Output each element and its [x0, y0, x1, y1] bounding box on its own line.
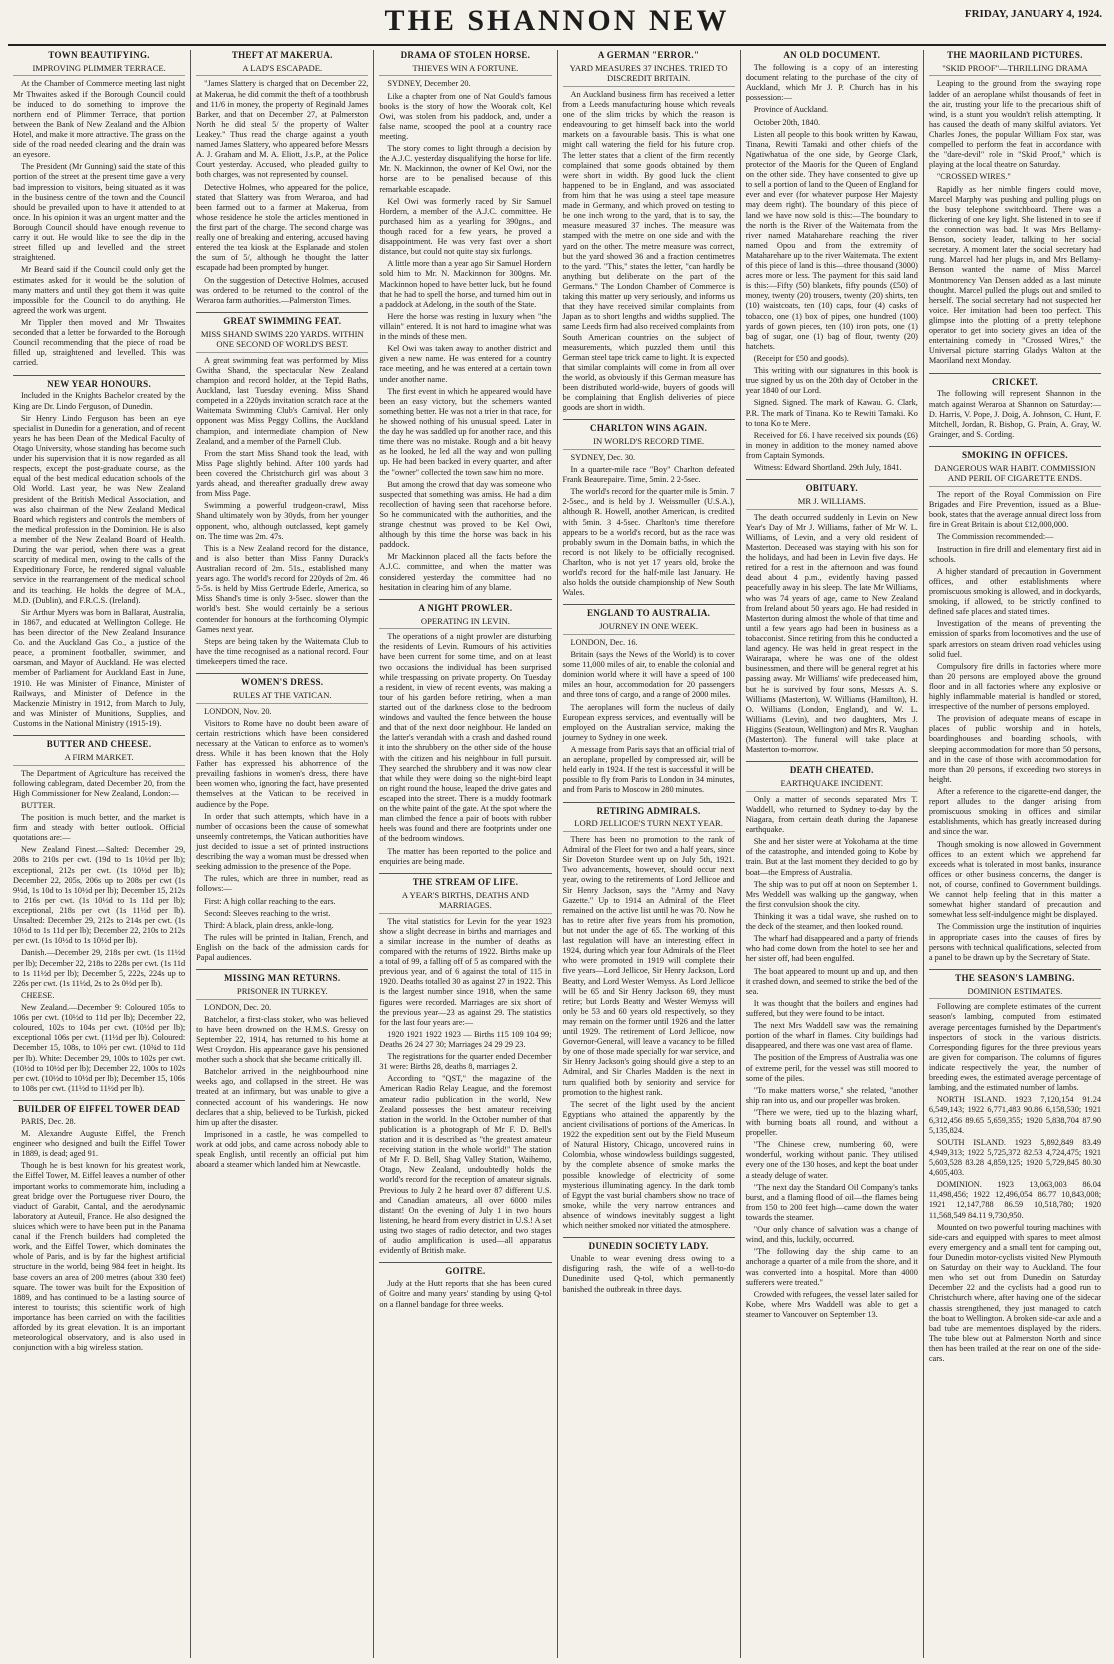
article-paragraph: (Receipt for £50 and goods). [753, 354, 849, 364]
article [929, 446, 1101, 963]
article-paragraph: October 20th, 1840. [753, 117, 821, 127]
article-paragraph: "CROSSED WIRES." [936, 172, 1011, 182]
article-paragraph: This is a New Zealand record for the distance, and is also better than Miss Fanny Durack's Australian record of 2m. 51s., established many years ago. The world's record for 220yds of 2m. 46 5-5s. is held by Miss Gertrude Ederle, America, so Miss Shand's time is only 3-5sec. slower than the world's best. She would certainly be a serious contender for honours at the forthcoming Olympic Games next year. [196, 543, 369, 634]
article-paragraph: From the start Miss Shand took the lead, with Miss Page slightly behind. After 100 yards had been covered the Christchurch girl was about 3 yards ahead, and thereafter gradually drew away from Miss Page. [196, 448, 369, 499]
article [196, 673, 368, 963]
article-paragraph: Unable to wear evening dress owing to a disfiguring rash, the wife of a well-to-do Dunedinite used Q-tol, which permanently banished the outbreak in three days. [562, 1254, 735, 1294]
article-paragraph: "To make matters worse," she related, "another ship ran into us, and our propeller was broken. [745, 1085, 918, 1105]
article [379, 50, 551, 593]
article-paragraph: The story comes to light through a decision by the A.J.C. yesterday disqualifying the horse for life. Mr. N. Mackinnon, the owner of Kel Owi, nor the horse are to be penalised because of this remarkable escapade. [379, 144, 552, 194]
article-subheadline: DANGEROUS WAR HABIT. COMMISSION AND PERIL OF CIGARETTE ENDS. [929, 463, 1101, 487]
article-paragraph: The next Mrs Waddell saw was the remaining portion of the wharf in flames. City buildings had disappeared, and there was one vast area of flame. [745, 1021, 918, 1051]
article-paragraph: SYDNEY, December 20. [387, 79, 471, 89]
columns-container [8, 50, 1106, 1658]
article-paragraph: The following will represent Shannon in the match against Weraroa at Shannon on Saturday:—D. Harris, V. Pope, J. Doig, A. Johnson, C. Hunt, F. Mitchell, Jordan, R. Bishop, G. Prain, A. Gray, W. Grainger, and S. Cording. [928, 389, 1102, 439]
article-paragraph: Visitors to Rome have no doubt been aware of certain restrictions which have been considered necessary at the Vatican to enforce as to women's dress. While it has been known that the Holy Father has expressed his abhorrence of the prevailing fashions in women's dress, there have been women who, ignoring the fact, have presented themselves at the Vatican to be received in audience by the Pope. [196, 718, 369, 809]
article-paragraph: Crowded with refugees, the vessel later sailed for Kobe, where Mrs Waddell was able to get a steamer to Vancouver on September 13. [745, 1289, 918, 1320]
article-subheadline: THIEVES WIN A FORTUNE. [379, 63, 551, 76]
column-2 [191, 50, 374, 1658]
article-paragraph: It was thought that the boilers and engines had suffered, but they were found to be intact. [745, 998, 918, 1018]
article-subheadline: MR J. WILLIAMS. [746, 496, 918, 509]
article-paragraph: Thinking it was a tidal wave, she rushed on to the deck of the steamer, and then looked round. [745, 911, 918, 932]
article-paragraph: Swimming a powerful trudgeon-crawl, Miss Shand ultimately won by 30yds, from her younger opponent, who, although outclassed, kept gamely on. The time was 2m. 47s. [196, 501, 369, 541]
article-headline: DUNEDIN SOCIETY LADY. [563, 1237, 735, 1252]
article-paragraph: The provision of adequate means of escape in places of public worship and in hotels, boardinghouses and boarding schools, with sleeping accommodation for more than 50 persons, and in the case of those with accommodation for more than 20 persons, if exceeding two storeys in height. [928, 714, 1102, 784]
article-paragraph: Witness: Edward Shortland. 29th July, 1841. [753, 463, 902, 473]
article [563, 1237, 735, 1294]
article-paragraph: Mr Mackinnon placed all the facts before the A.J.C. committee, and when the matter was considered yesterday the committee had no hesitation in clearing him of any blame. [379, 552, 552, 592]
article-paragraph: The report of the Royal Commission on Fire Brigades and Fire Prevention, issued as a Blue-book, states that the average annual direct loss from fire in Great Britain is about £12,000,000. [928, 489, 1102, 530]
newspaper-title: THE SHANNON NEW [384, 4, 730, 37]
article-paragraph: In a quarter-mile race "Boy" Charlton defeated Frank Beaurepaire. Time, 5min. 2 2-5sec. [562, 465, 735, 485]
article-subheadline: "SKID PROOF"—THRILLING DRAMA [929, 63, 1101, 76]
masthead [8, 0, 1106, 46]
article-paragraph: After a reference to the cigarette-end danger, the report alludes to the danger arising from promiscuous smoking in offices and similar establishments, which has greatly increased during and since the war. [928, 787, 1102, 837]
article-headline: WOMEN'S DRESS. [196, 673, 368, 688]
article-headline: THEFT AT MAKERUA. [231, 50, 333, 60]
article [13, 375, 185, 730]
column-6 [924, 50, 1106, 1658]
article-paragraph: Batchelor, a first-class stoker, who was believed to have been drowned on the H.M.S. Gressy on September 22, 1914, has returned to his home at West Croydon. His appearance gave his pensioned mother such a shock that she became critically ill. [196, 1014, 369, 1065]
article-subheadline: A FIRM MARKET. [13, 752, 185, 765]
article-headline: CRICKET. [929, 373, 1101, 388]
article-subheadline: OPERATING IN LEVIN. [379, 616, 551, 629]
article-headline: A GERMAN "ERROR." [597, 50, 700, 60]
article-paragraph: LONDON, Nov. 20. [204, 706, 272, 716]
article [379, 873, 551, 1257]
article-subheadline: PRISONER IN TURKEY. [196, 986, 368, 999]
article-paragraph: Second: Sleeves reaching to the wrist. [204, 908, 331, 918]
article-paragraph: Sir Henry Lindo Ferguson has been an eye specialist in Dunedin for a generation, and of recent years he has been Dean of the Medical Faculty of Otago University, whose standing has become such under his supervision that it is now regarded as all respects, except the post-graduate course, as the equal of the best medical education schools of the Old World. Last year, he was New Zealand president of the British Medical Association, and was also chairman of the New Zealand Medical Board which registers and controls the members of the medical profession in the Dominion. He is also a member of the New Zealand Board of Health. During the war period, when there was a great scarcity of medical men, owing to the calls of the Expeditionary Force, he rendered signal valuable service in the rearrangement of the medical school and its teaching. He holds the degree of M.A., M.D. (Dublin), and F.R.C.S. (Ireland). [13, 413, 186, 605]
article-paragraph: LONDON, Dec. 20. [204, 1002, 272, 1012]
article-headline: BUTTER AND CHEESE. [13, 735, 185, 750]
article-headline: OBITUARY. [746, 479, 918, 494]
article-headline: NEW YEAR HONOURS. [13, 375, 185, 390]
article [746, 761, 918, 1320]
article-paragraph: Danish.—December 29, 218s per cwt. (1s 11½d per lb); December 22, 218s to 228s per cwt. (1s 11d to 1s 11½d per lb); December 5, 222s, 224s up to 226s per cwt. (1s 11½d, 2s to 2s 0½d per lb). [13, 948, 186, 988]
article-headline: A NIGHT PROWLER. [379, 599, 551, 614]
article-headline: AN OLD DOCUMENT. [783, 50, 881, 60]
article-headline: ENGLAND TO AUSTRALIA. [563, 604, 735, 619]
article-paragraph: The Commission recommended:— [936, 532, 1054, 542]
article [13, 1100, 185, 1353]
article-paragraph: The secret of the light used by the ancient Egyptians who attained the apparently by the ancient civilisations of portions of the Americas. In 1922 the expedition sent out by the Field Museum of Natural History, Chicago, uncovered ruins in Colombia, whose windowless buildings suggested, by the complete absence of smoke marks the possible knowledge of electricity of some mysterious illuminating agency. In the dark tomb of Egypt the vast burial chambers show no trace of smoke, while the very narrow entrances and absence of windows inevitably suggest a light which neither smoked nor vitiated the atmosphere. [562, 1099, 735, 1231]
article-paragraph: Only a matter of seconds separated Mrs T. Waddell, who returned to Sydney to-day by the Niagara, from certain death during the Japanese earthquake. [745, 794, 918, 835]
article-subheadline: A LAD'S ESCAPADE. [196, 63, 368, 76]
article-paragraph: Rapidly as her nimble fingers could move, Marcel Marphy was pushing and pulling plugs on the busy telephone switchboard. There was a flickering of one key light. She listened in to see if the connection was bad. It was Mrs Bellamy-Benson, society leader, talking to her social secretary. A moment later the social secretary had rung. Marcel had her plugs in, and Mrs Bellamy-Benson wanted the name of Miss Marcel Montmorency Van Densen added as a last minute thought. Marcel pulled the plugs out and smiled to herself. The social secretary had not suspected her voice. Her imitation had been too perfect. This glimpse into the plotting of a pretty telephone operator to get into society gives an idea of the entertaining comedy in "Crossed Wires," the Universal picture starring Gladys Walton at the Maoriland next Monday. [928, 184, 1102, 366]
article-paragraph: Though he is best known for his greatest work, the Eiffel Tower, M. Eiffel leaves a number of other important works to commemorate him, including a great bridge over the Portuguese river Douro, the viaduct of Garabit, Cantal, and the aerodynamic laboratory at Auteuil, France. He also designed the sluices which were to have been put in the Panama canal if the French builders had completed the work, and the Eiffel Tower, which dominates the whole of Paris, and is by far the highest artificial structure in the world, being 984 feet in height. Its base covers an area of 200 metres (about 330 feet) square. The tower was built for the Exposition of 1889, and has continued to be a lasting source of interest to tourists; this scientific work of high importance has been carried on with the facilities afforded by its great elevation. It is an important meteorological observatory, and is also used in conjunction with a big wireless station. [13, 1161, 186, 1353]
article-headline: TOWN BEAUTIFYING. [48, 50, 150, 60]
article-paragraph: A little more than a year ago Sir Samuel Hordern sold him to Mr. N. Mackinnon for 300gns. Mr. Mackinnon hoped to have better luck, but he found that he had to spell the horse, and turned him out in a paddock at Adelong, in the south of the State. [379, 259, 552, 309]
article-paragraph: The matter has been reported to the police and enquiries are being made. [379, 846, 552, 866]
article [929, 373, 1101, 441]
article-paragraph: Instruction in fire drill and elementary first aid in schools. [928, 544, 1102, 564]
article-headline: DEATH CHEATED. [746, 761, 918, 776]
article-paragraph: Sir Arthur Myers was born in Ballarat, Australia, in 1867, and educated at Wellington College. He has been director of the New Zealand Insurance Co. and the Auckland Gas Co., a justice of the peace, a prominent footballer, swimmer, and oarsman, and Mayor of Auckland. He was elected member of Parliament for Auckland East in June, 1910. He was Minister of Finance, Minister of Railways, and Minister of Defence in the Mackenzie Ministry in 1912, from March to July, and was Minister of Munitions, Supplies, and Customs in the National Ministry (1915-19). [13, 607, 186, 728]
article-paragraph: "The Chinese crew, numbering 60, were wonderful, working without panic. They utilised every one of the 130 hoses, and kept the boat under a steady deluge of water. [745, 1140, 918, 1180]
article-paragraph: Batchelor arrived in the neighbourhood nine weeks ago, and collapsed in the street. He was treated at an infirmary, but was unable to give a connected account of his wanderings. He now declares that a ship, believed to be Turkish, picked him up after the disaster. [196, 1067, 369, 1127]
column-5 [741, 50, 924, 1658]
article-paragraph: The rules, which are three in number, read as follows:— [196, 874, 369, 894]
article-paragraph: "The next day the Standard Oil Company's tanks burst, and a flaming flood of oil—the flames being from 150 to 200 feet high—came down the water towards the steamer. [745, 1182, 918, 1223]
article [196, 969, 368, 1170]
article-subheadline: YARD MEASURES 37 INCHES. TRIED TO DISCREDIT BRITAIN. [563, 63, 735, 87]
article [196, 312, 368, 667]
article [196, 50, 368, 306]
article-paragraph: Here the horse was resting in luxury when "the villain" entered. It is not hard to imagine what was in the minds of these men. [379, 311, 552, 342]
article-paragraph: Province of Auckland. [753, 105, 829, 115]
article-paragraph: An Auckland business firm has received a letter from a Leeds manufacturing house which reveals one of the slim tricks by which the reason is endeavouring to get himself back into the world markets on a favourable basis. This is what one might call watering the field for his future crop. The letter states that a client of the firm recently complained that some goods obtained by them were short in width. By good luck the client happened to be in England, and was associated from him that he was using a steel tape measure made in Germany, and which proved on testing to be one inch wrong to the yard, that is to say, the measure measured 37 inches. The measure was stamped with the metre on one side and with the yard on the other. The metre measure was correct, but the yard showed 36 and a fraction centimetres to the yard. "This," states the letter, "can hardly be anything but deliberate on the part of the Germans." The London Chamber of Commerce is taking this matter up very seriously, and informs us that they have received similar complaints from Japan as to short lengths and widths supplied. The same Leeds firm had also received complaints from South American countries on the subject of measurements, which puzzled them until this German steel tape trick came to light. It is expected that similar complaints will come in from all over the world, as obviously if this German measure has been distributed world-wide, buyers of goods will be complaining that English deliveries of piece goods are short in width. [562, 89, 735, 413]
article-headline: RETIRING ADMIRALS. [563, 802, 735, 817]
article-paragraph: The Department of Agriculture has received the following cablegram, dated December 20, from the High Commissioner for New Zealand, London:— [13, 768, 186, 798]
article-paragraph: "The following day the ship came to an anchorage a quarter of a mile from the shore, and it was converted into a hospital. More than 4000 sufferers were treated." [745, 1247, 918, 1287]
article-headline: THE STREAM OF LIFE. [379, 873, 551, 888]
article [746, 50, 918, 473]
article-subheadline: DOMINION ESTIMATES. [929, 986, 1101, 999]
article-subheadline: JOURNEY IN ONE WEEK. [563, 621, 735, 634]
article-paragraph: Following are complete estimates of the current season's lambing, computed from estimated average percentages furnished by the Department's inspectors of stock in the various districts. Corresponding figures for the three previous years are given for comparison. The columns of figures indicate respectively the year, the number of breeding ewes, the estimated average percentage of lambing, and the estimated number of lambs. [928, 1002, 1102, 1093]
article-headline: GOITRE. [379, 1262, 551, 1277]
issue-date: FRIDAY, JANUARY 4, 1924. [964, 8, 1102, 20]
column-1 [8, 50, 191, 1658]
article-paragraph: SYDNEY, Dec. 30. [570, 452, 636, 462]
article-paragraph: Detective Holmes, who appeared for the police, stated that Slattery was from Weraroa, and had been farmed out to a farmer at Makerua, from whose residence he stole the articles mentioned in the first part of the charge. The second charge was really one of breaking and entering, accused having entered the tea kiosk at the Esplanade and stolen the sum of 5/, although he thought the latter escapade had been prompted by hunger. [196, 182, 369, 273]
article-paragraph: Included in the Knights Bachelor created by the King are Dr. Lindo Ferguson, of Dunedin. [13, 391, 186, 411]
article [13, 50, 185, 369]
article-paragraph: The death occurred suddenly in Levin on New Year's Day of Mr J. Williams, father of Mr W. L. Williams, of Levin, and a very old resident of Masterton. Deceased was staying with his son for the holidays, and had been in Levin five days. He retired for a rest in the afternoon and was found dead about 4 p.m., evidently having passed peacefully away in his sleep. The late Mr Williams, who was 74 years of age, came to New Zealand from Ireland about 50 years ago. He had resided in Masterton during almost the whole of that time and until a few years ago had been in business as a tobacconist. Since retiring from this he conducted a land agency. He was held in great respect in the Wairarapa, where he was one of the oldest businessmen, and there will be general regret at his passing away. Mr Williams' wife predeceased him, but he is survived by four sons, Messrs A. S. Williams (Masterton), W. Williams (Hamilton), H. O. Williams (London, England), and W. L. Williams (Levin), and two daughters, Mrs J. Higgins (Seatoun, Wellington) and Mrs R. Vaughan (Masterton). The funeral will take place at Masterton to-morrow. [745, 512, 918, 755]
article-paragraph: M. Alexandre Auguste Eiffel, the French engineer who designed and built the Eiffel Tower in 1889, is dead; aged 91. [13, 1129, 186, 1159]
article-paragraph: BUTTER. [21, 800, 56, 810]
article [563, 50, 735, 413]
article-paragraph: The wharf had disappeared and a party of friends who had come down from the hotel to see her and her sister off, had been engulfed. [745, 934, 918, 964]
article-paragraph: NORTH ISLAND. 1923 7,120,154 91.24 6,549,143; 1922 6,771,483 90.86 6,158,530; 1921 6,312,456 89.65 5,659,355; 1920 5,838,704 87.90 5,135,824. [928, 1095, 1102, 1135]
column-3 [374, 50, 557, 1658]
article-paragraph: Kel Owi was taken away to another district and given a new name. He was entered for a country race meeting, and he was entered at a certain town under another name. [379, 344, 552, 384]
article-paragraph: According to "QST," the magazine of the American Radio Relay League, and the foremost amateur radio publication in the world, New Zealand possesses the best amateur receiving station in the world. In the October number of that publication is a photograph of Mr F. D. Bell's station and it is described as "the greatest amateur receiving station in the whole world!" The station of Mr F. D. Bell, Shag Valley Station, Waihemo, Otago, New Zealand, undoubtedly holds the world's record for the reception of amateur signals. Previous to July 2 he heard over 87 different U.S. and Canadian amateurs, all over 6000 miles distant! On the evening of July 1 in two hours listening, he heard from every district in U.S.! A set using two stages of radio detector, and two stages of audio amplification is used—all apparatus evidently of British make. [379, 1074, 552, 1256]
article-paragraph: At the Chamber of Commerce meeting last night Mr Thwaites asked if the Borough Council could be induced to do something to improve the northern end of Plimmer Terrace, that portion between the Bank of New Zealand and the Albion Hotel, and make it more attractive. The grass on the side of the road needed clearing and the drain was an eyesore. [13, 79, 186, 160]
article-subheadline: EARTHQUAKE INCIDENT. [746, 778, 918, 791]
article-paragraph: Leaping to the ground from the swaying rope ladder of an aeroplane whilst thousands of feet in the air, trusting your life to the precarious shift of wind, is a stunt you wouldn't relish attempting. It has caused the death of many skilful aviators. Yet Charles Jones, the popular William Fox star, was compelled to perform the feat in accordance with the "dare-devil" role in "Skid Proof," which is playing at the local theatre on Saturday. [928, 79, 1102, 170]
article [929, 969, 1101, 1364]
article-paragraph: The ship was to put off at noon on September 1. Mrs Weddell was walking up the gangway, when the first convulsion shook the city. [745, 879, 918, 909]
article-paragraph: "There we were, tied up to the blazing wharf, with burning boats all round, and without a propeller. [745, 1107, 918, 1138]
article-paragraph: Mr Tippler then moved and Mr Thwaites seconded that a letter be forwarded to the Borough Council recommending that the piece of road be filled up, straightened and levelled. This was carried. [13, 317, 186, 368]
article-paragraph: New Zealand.—December 9: Coloured 105s to 106s per cwt. (10½d to 11d per lb); December 22, coloured, 102s to 104s per cwt. (10½d per lb); exceptional 106s per cwt. (11½d per lb). Coloured: December 15, 108s, to 10½ per cwt. (10¾d to 11d per lb). White: December 29, 100s to 102s per cwt. (10½d to 10½d per lb); December 22, 100s to 102s per cwt. (10½d to 10½d per lb); December 15, 106s to 108s per cwt. (11½d to 11½d per lb). [13, 1002, 186, 1093]
article-subheadline: LORD JELLICOE'S TURN NEXT YEAR. [563, 818, 735, 831]
article-paragraph: Like a chapter from one of Nat Gould's famous books is the story of how the Woorak colt, Kel Owi, was stolen from his paddock, and, under a false name, scooped the pool at a country race meeting. [379, 91, 552, 141]
article-paragraph: A higher standard of precaution in Government offices, and other establishments where promiscuous smoking is allowed, and in dockyards, smoking, if allowed, to be strictly confined to defined safe places and stated times. [928, 566, 1102, 617]
article [379, 599, 551, 867]
article [563, 802, 735, 1232]
article-paragraph: DOMINION. 1923 13,063,003 86.04 11,498,456; 1922 12,496,054 86.77 10,843,008; 1921 12,147,788 86.59 10,518,780; 1920 11,568,549 84.11 9,730,950. [928, 1180, 1102, 1220]
article-paragraph: The position of the Empress of Australia was one of extreme peril, for the vessel was still moored to some of the piles. [745, 1053, 918, 1083]
article-headline: MISSING MAN RETURNS. [196, 969, 368, 984]
article-paragraph: Mounted on two powerful touring machines with side-cars and equipped with spares to meet almost every emergency and a small tent for camping out, four Dunedin motor-cyclists visited New Plymouth on Saturday on their way to Auckland. The four men who set out from Dunedin on Saturday December 22 and the cyclists had a good run to Christchurch where, after having one of the sidecar chassis strengthened, they just managed to catch the boat to Wellington. A broken side-car axle and a bad tube are mementoes displayed by the riders. The tube blew out at Palmerston North and since then has been trailed at the rear on one of the side-cars. [928, 1222, 1102, 1364]
article [563, 604, 735, 795]
article-paragraph: The boat appeared to mount up and up, and then it crashed down, and seemed to strike the bed of the sea. [745, 966, 918, 996]
article [563, 419, 735, 598]
article-paragraph: Judy at the Hutt reports that she has been cured of Goitre and many years' standing by using Q-tol on a flannel bandage for three weeks. [379, 1279, 552, 1309]
article-subheadline: IMPROVING PLIMMER TERRACE. [13, 63, 185, 76]
article-paragraph: The President (Mr Gunning) said the state of this portion of the street at the present time gave a very bad impression to visitors, being situated as it was in the business centre of the town and the Council should be prevailed upon to have it attended to at once. In his opinion it was an urgent matter and the Borough Council should have enough revenue to carry it out. He would like to see the dip in the street filled up and levelled and the street straightened. [13, 162, 186, 263]
article-paragraph: Compulsory fire drills in factories where more than 20 persons are employed above the ground floor and in all factories where any explosive or highly inflammable material is handled or stored, irrespective of the number of persons employed. [928, 661, 1102, 712]
article-subheadline: A YEAR'S BIRTHS, DEATHS AND MARRIAGES. [379, 890, 551, 914]
article-paragraph: Though smoking is now allowed in Government offices to an extent which we apprehend far exceeds what is tolerated in most banks, insurance offices or other business concerns, the danger is not, of course, confined to Government buildings. We cannot help feeling that in this matter a somewhat higher standard of precaution and somewhat less self-indulgence might be displayed. [928, 839, 1102, 920]
article-paragraph: She and her sister were at Yokohama at the time of the catastrophe, and intended going to Kobe by train. But at the last moment they decided to go by boat—the Empress of Australia. [745, 837, 918, 877]
article-paragraph: SOUTH ISLAND. 1923 5,892,849 83.49 4,949,313; 1922 5,725,372 82.53 4,724,475; 1921 5,603,528 83.28 4,859,125; 1920 5,729,845 80.30 4,605,403. [928, 1137, 1102, 1178]
article-paragraph: The world's record for the quarter mile is 5min. 7 2-5sec., and is held by J. Weissmuller (U.S.A.), although R. Howell, another American, is credited with 5min. 3 4-5sec. Charlton's time therefore appears to be a world's record, but as the race was probably swum in the Domain baths, in which the record is not likely to be officially recognised. Charlton, who is not yet 17 years old, broke the world's record for the half-mile last January. He also holds the outside championship of New South Wales. [562, 487, 735, 598]
article [13, 735, 185, 1094]
article-paragraph: 1920 1921 1922 1923 — Births 115 109 104 99; Deaths 26 24 27 30; Marriages 24 29 29 23. [379, 1029, 552, 1050]
article-paragraph: The Commission urge the institution of inquiries in appropriate cases into the causes of fires by persons with technical qualifications, selected from a panel to be drawn up by the Secretary of State. [928, 922, 1102, 962]
article-paragraph: Mr Beard said if the Council could only get the estimates asked for it would be the solution of many matters and until they got them it was quite impossible for the Council to do anything. He agreed the work was urgent. [13, 265, 186, 315]
article-headline: BUILDER OF EIFFEL TOWER DEAD [13, 1100, 185, 1115]
article-paragraph: Steps are being taken by the Waitemata Club to have the time recognised as a national record. Four timekeepers timed the race. [196, 636, 369, 666]
article-paragraph: The operations of a night prowler are disturbing the residents of Levin. Rumours of his activities have been current for some time, and on at least two occasions the individual has been surprised while trespassing on private property. On Tuesday a resident, in view of recent events, was making a tour of his garden before retiring, when a man started out of the darkness close to the bedroom windows and vaulted the fence between the house and that of the next door neighbour. He landed on the latter's verandah with a crash and dashed round it into the shrubbery on the other side of the house with the citizen and his neighbour in full pursuit. They searched the shrubbery and it was now clear that while they were doing so the night-bird leapt on right round the house, leaped the drive gates and escaped into the street. There is a muddy footmark on the white paint of the gate. At the spot where the man climbed the fence a pair of boots with rubber heels was found and there are footprints under one of the bedroom windows. [379, 632, 552, 844]
article-paragraph: "Our only chance of salvation was a change of wind, and this, luckily, occurred. [745, 1225, 918, 1245]
article-headline: GREAT SWIMMING FEAT. [196, 312, 368, 327]
article-paragraph: But among the crowd that day was someone who suspected that something was amiss. He had a dim recollection of having seen that racehorse before. So he communicated with the authorities, and the strange chestnut was proved to be Kel Owi, although by this time the horse was back in his paddock. [379, 479, 552, 550]
article-paragraph: A message from Paris says that an official trial of an aeroplane, propelled by compressed air, will be held early in 1924. If the test is successful it will be possible to fly from Paris to London in 34 minutes, and from Paris to Moscow in 280 minutes. [562, 744, 735, 795]
article-paragraph: A great swimming feat was performed by Miss Gwitha Shand, the spectacular New Zealand champion and record holder, at the Tepid Baths, Auckland, last Tuesday evening. Miss Shand competed in a 220yds invitation scratch race at the Waitemata Swimming Club's Carnival. Her only opponent was Miss Peggy Collins, the Auckland champion, and intermediate champion of New Zealand, and a member of the Parnell Club. [196, 355, 369, 446]
column-4 [558, 50, 741, 1658]
article-paragraph: Listen all people to this book written by Kawau, Tinana, Rewiti Tamaki and other chiefs of the Ngatiwhatua of the one side, by George Clark, protector of the Maoris for the Queen of England on the other side. They have consented to give up to sell a portion of land to the Queen of England for ever and ever (for whatever purpose Her Majesty may deem right). The boundary of this piece of land we have now sold is this:—The boundary to the north is the River of the Waitemata from the river named Mataharehare reaching the river named Opou and from the extremity of Mataharehare up to the river Waitemata. The extent of this piece of land is this—three thousand (3000) acres more or less. The payment for this said land is this:—Fifty (50) blankets, fifty pounds (£50) of money, twenty (20) trousers, twenty (20) shirts, ten (10) waistcoats, ten (10) caps, four (4) casks of tobacco, one (1) box of pipes, one hundred (100) yards of gown pieces, ten (10) iron pots, one (1) bag of sugar, one (1) bag of flour, twenty (20) hatchets. [745, 129, 918, 351]
article [379, 1262, 551, 1309]
article-paragraph: Third: A black, plain dress, ankle-long. [204, 920, 334, 930]
article-subheadline: IN WORLD'S RECORD TIME. [563, 436, 735, 449]
article-paragraph: Kel Owi was formerly raced by Sir Samuel Hordern, a member of the A.J.C. committee. He purchased him as a yearling for 390gns., and though raced for a few years, he proved a disappointment. He was very fast over a short distance, but could not quite stay six furlongs. [379, 196, 552, 257]
article-paragraph: New Zealand Finest.—Salted: December 29, 208s to 210s per cwt. (19d to 1s 10½d per lb); exceptional, 212s per cwt. (1s 10½d per lb); December 22, 205s, 206s up to 208s per cwt (1s 9½d, 1s 10d to 1s 10½d per lb); December 15, 212s to 216s per cwt. (1s 10½d to 1s 11d per lb); exceptional, 218s per cwt (1s 11½d per lb). Unsalted: December 29, 212s to 214s per cwt. (1s 10½d to 1s 11d per lb); December 22, 210s to 212s per cwt. (1s 10½d to 1s 10½d per lb). [13, 845, 186, 946]
article-paragraph: PARIS, Dec. 28. [21, 1116, 76, 1126]
article-paragraph: The following is a copy of an interesting document relating to the purchase of the city of Auckland, which Mr J. P. Church has in his possession:— [745, 62, 918, 103]
article-headline: CHARLTON WINS AGAIN. [563, 419, 735, 434]
article-paragraph: Signed. Signed. The mark of Kawau. G. Clark, P.R. The mark of Tinana. Ko te Rewiti Tamaki. Ko to tona Ko te Mere. [745, 398, 918, 428]
article-paragraph: Imprisoned in a castle, he was compelled to work at odd jobs, and came across nobody able to speak English, until recently an official put him aboard a steamer which landed him at Newcastle. [196, 1129, 369, 1170]
article-paragraph: In order that such attempts, which have in a number of occasions been the cause of somewhat unseemly contretemps, the Vatican authorities have just decided to issue a set of printed instructions describing the way a woman must be dressed when seeking admission to the presence of the Pope. [196, 811, 369, 872]
article-headline: SMOKING IN OFFICES. [929, 446, 1101, 461]
article-paragraph: Britain (says the News of the World) is to cover some 11,000 miles of air, to enable the colonial and dominion world where it will have a speed of 100 miles an hour, accommodation for 20 passengers and three tons of cargo, and a range of 2000 miles. [562, 649, 735, 700]
article-paragraph: The position is much better, and the market is firm and steady with better outlook. Official quotations are:— [13, 812, 186, 843]
article [929, 50, 1101, 367]
article-headline: THE SEASON'S LAMBING. [929, 969, 1101, 984]
article-paragraph: This writing with our signatures in this book is true signed by us on the 20th day of October in the year 1840 of our Lord. [745, 366, 918, 396]
article-paragraph: Received for £6. I have received six pounds (£6) in money in addition to the money named above from Captain Symonds. [745, 430, 918, 461]
article-subheadline: RULES AT THE VATICAN. [196, 690, 368, 703]
article [746, 479, 918, 755]
article-paragraph: On the suggestion of Detective Holmes, accused was ordered to be returned to the control of the Weraroa farm authorities.—Palmerston Times. [196, 275, 369, 305]
article-paragraph: "James Slattery is charged that on December 22, at Makerua, he did commit the theft of a toothbrush and 11/6 in money, the property of Reginald James Barker, and that on December 27, at Palmerston North he did steal 5/ the property of Walter Leakey." Thus read the charge against a youth named James Slattery, who appeared before Messrs A. J. Graham and M. A. Eliott, J.s.P., at the Police Court yesterday. Accused, who pleaded guilty to both charges, was not represented by counsel. [196, 79, 369, 180]
article-paragraph: There has been no promotion to the rank of Admiral of the Fleet for two and a half years, since Sir Doveton Sturdee went up on July 5th, 1921. Two advancements, however, should occur next year, owing to the retirements of Lord Jellicoe and Sir Henry Jackson, says the "Army and Navy Gazette." Up to 1914 an Admiral of the Fleet remained on the active list until he was 70. Now he has to retire after five years from his promotion, but not under the age of 65. The working of this last regulation will have an interesting effect in 1924, during which year four Admirals of the Fleet who were promoted in 1919 will complete their five years—Lord Jellicoe, Sir Henry Jackson, Lord Beatty, and Lord Wester Wemyss. As Lord Jellicoe will be 65 and Sir Henry Jackson 69, they must retire; but Lords Beatty and Wester Wemyss will only be 53 and 60 years old respectively, so they may remain on the former until 1926 and the latter until 1929. The retirement of Lord Jellicoe, now Governor-General, will leave a vacancy to be filled by one of those made specially for war service, and Sir Henry Jackson's going should give a step to an Admiral, and Sir Charles Madden is the next in turn qualified both by seniority and service for promotion to the highest rank. [562, 834, 735, 1097]
article-paragraph: The first event in which he appeared would have been an easy victory, but the schemers wanted something better. He was not a trier in that race, for he showed nothing of his unusual speed. Later in the day he was saddled up for another race, and this time there was no mistake. Rough and a bit heavy as he looked, he led all the way and won pulling up. He had been backed in every quarter, and after the "owner" collected the town saw him no more. [379, 386, 552, 477]
article-paragraph: The rules will be printed in Italian, French, and English on the back of the admission cards for Papal audiences. [196, 932, 369, 963]
article-paragraph: CHEESE. [21, 990, 55, 1000]
article-paragraph: LONDON, Dec. 16. [570, 637, 638, 647]
article-headline: DRAMA OF STOLEN HORSE. [400, 50, 531, 60]
article-paragraph: First: A high collar reaching to the ears. [204, 896, 336, 906]
article-paragraph: The vital statistics for Levin for the year 1923 show a slight decrease in births and marriages and a similar increase in the number of deaths as compared with the returns of 1922. Births make up a total of 99, a falling off of 5 as compared with the previous year, and of 6 against the total of 115 in 1920. Deaths totalled 30 as against 27 in 1922. This is the largest number since 1918, when the same figures were recorded. Marriages are six short of the previous year—23 as against 29. The statistics for the last four years are:— [379, 916, 552, 1027]
article-headline: THE MAORILAND PICTURES. [947, 50, 1083, 60]
article-paragraph: The registrations for the quarter ended December 31 were: Births 28, deaths 8, marriages 2. [379, 1052, 552, 1072]
article-paragraph: Investigation of the means of preventing the emission of sparks from locomotives and the use of spark arrestors on steam driven road vehicles using solid fuel. [928, 619, 1102, 659]
article-paragraph: The aeroplanes will form the nucleus of daily European express services, and eventually will be employed on the Australian service, making the journey to Sydney in one week. [562, 702, 735, 742]
article-subheadline: MISS SHAND SWIMS 220 YARDS. WITHIN ONE SECOND OF WORLD'S BEST. [196, 329, 368, 353]
